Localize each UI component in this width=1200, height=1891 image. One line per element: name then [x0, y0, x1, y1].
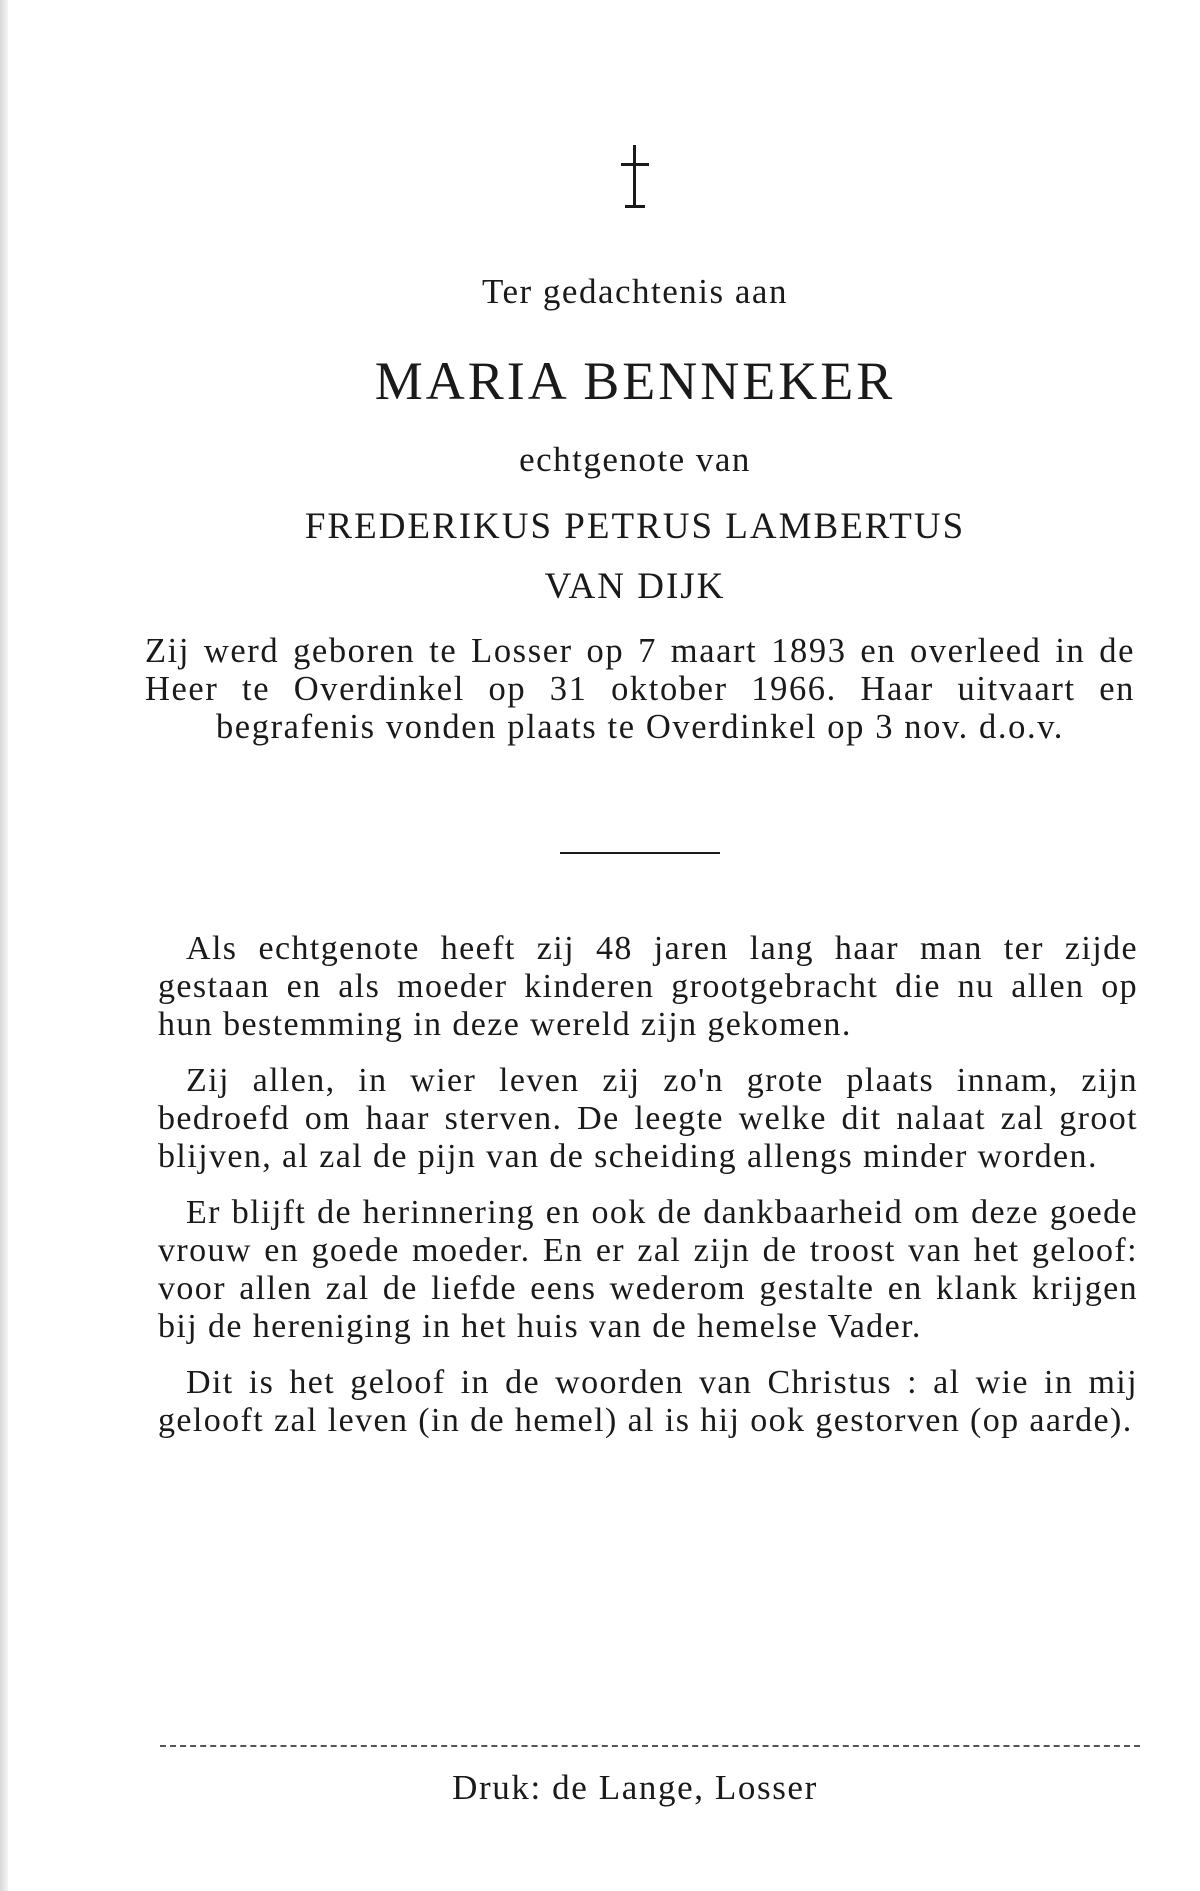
paragraph: Als echtgenote heeft zij 48 jaren lang haar man ter zijde gestaan en als moeder kinderen grootgebracht die nu allen op hun bestemming in deze wereld zijn gekomen.: [158, 930, 1138, 1043]
card-edge-shadow: [0, 0, 8, 1891]
memorial-text: [158, 930, 1138, 1458]
paragraph: Er blijft de herinnering en ook de dankbaarheid om deze goede vrouw en goede moeder. En er zal zijn de troost van het geloof: voor allen zal de liefde eens wederom gestalte en klank krijgen bij de hereniging in het huis van de hemelse Vader.: [158, 1194, 1138, 1345]
intro-text: Ter gedachtenis aan: [482, 272, 788, 311]
spouse-name-line-1: FREDERIKUS PETRUS LAMBERTUS: [304, 506, 966, 547]
dashed-divider: [160, 1745, 1140, 1747]
divider: [560, 852, 720, 854]
spouse-of-label: echtgenote van: [519, 440, 751, 479]
cross-icon: [615, 145, 655, 215]
printer-credit: Druk: de Lange, Losser: [452, 1768, 818, 1807]
paragraph: Dit is het geloof in de woorden van Christus : al wie in mij gelooft zal leven (in de hemel) al is hij ook gestorven (op aarde).: [158, 1364, 1138, 1439]
paragraph: Zij allen, in wier leven zij zo'n grote plaats innam, zijn bedroefd om haar sterven. De leegte welke dit nalaat zal groot blijven, al zal de pijn van de scheiding allengs minder worden.: [158, 1062, 1138, 1175]
spouse-name-line-2: VAN DIJK: [544, 566, 726, 607]
deceased-name: MARIA BENNEKER: [374, 351, 896, 411]
biography-text: Zij werd geboren te Losser op 7 maart 1893 en overleed in de Heer te Overdinkel op 31 oktober 1966. Haar uitvaart en begrafenis vonden plaats te Overdinkel op 3 nov. d.o.v.: [145, 632, 1135, 746]
